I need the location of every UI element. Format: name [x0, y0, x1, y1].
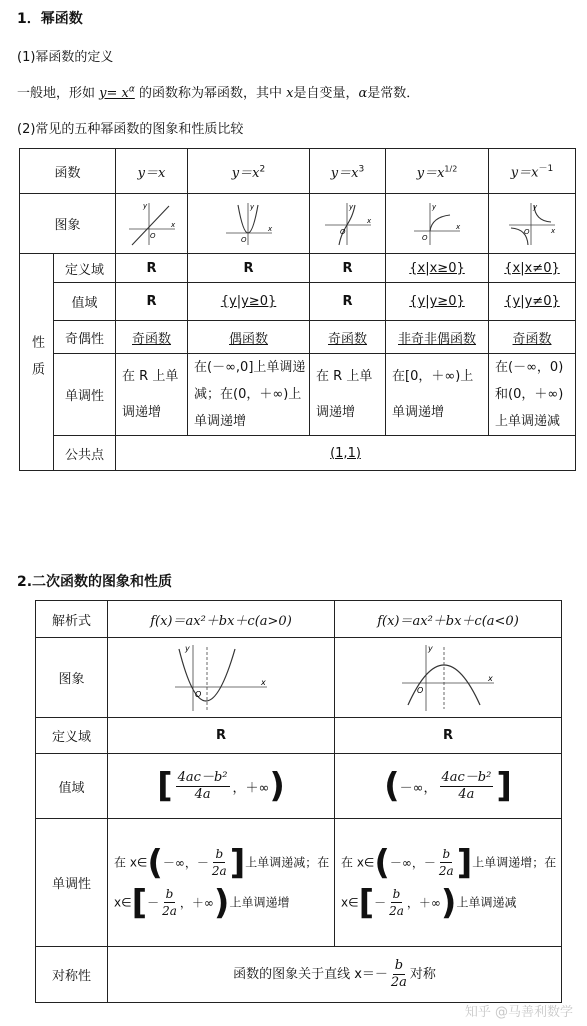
parity-label: 奇偶性 — [54, 321, 116, 354]
header-graph: 图象 — [20, 194, 116, 254]
svg-text:y: y — [249, 202, 254, 211]
func-x3: $y=x^3$ — [310, 149, 386, 194]
range-x2: {y|y≥0} — [188, 283, 310, 321]
range2-a-positive: [ $\frac{\text{4ac－b²}}{4a}$ ，＋∞ ) — [108, 754, 335, 819]
svg-text:x: x — [170, 220, 175, 229]
domain2-a-positive: R — [108, 718, 335, 754]
section1-title: 1．幂函数 — [17, 11, 83, 27]
expr-a-negative: f(x)＝ax²＋bx＋c(a<0) — [335, 601, 562, 638]
graph-upward-parabola — [108, 638, 335, 718]
graph-cube — [310, 194, 386, 254]
svg-text:x: x — [456, 222, 461, 231]
svg-text:x: x — [488, 673, 493, 683]
svg-text:y: y — [428, 643, 433, 653]
common-point-label: 公共点 — [54, 436, 116, 471]
expr-a-positive: f(x)＝ax²＋bx＋c(a>0) — [108, 601, 335, 638]
def-alpha: α — [358, 86, 368, 101]
graph-downward-parabola — [335, 638, 562, 718]
power-function-definition — [17, 82, 419, 101]
svg-text:x: x — [261, 677, 266, 687]
domain2-label: 定义域 — [36, 718, 108, 754]
parity-x2: 偶函数 — [188, 321, 310, 354]
header-function: 函数 — [20, 149, 116, 194]
mono-x2: 在(－∞,0]上单调递减；在(0，＋∞)上单调递增 — [188, 354, 310, 436]
common-point-value: (1,1) — [116, 436, 576, 471]
section1-subtitle-definition: (1)幂函数的定义 — [17, 50, 114, 65]
svg-text:y: y — [432, 202, 437, 211]
range-x3: R — [310, 283, 386, 321]
domain-x: R — [116, 254, 188, 283]
mono-inverse: 在(－∞，0)和(0，＋∞)上单调递减 — [489, 354, 576, 436]
def-var: x — [286, 86, 294, 101]
def-formula: $y= x^\alpha$ — [99, 84, 135, 101]
parity-x: 奇函数 — [116, 321, 188, 354]
svg-text:O: O — [195, 689, 202, 699]
def-end: 是常数． — [367, 86, 420, 101]
svg-text:x: x — [267, 224, 272, 233]
graph-inverse — [489, 194, 576, 254]
range-inverse: {y|y≠0} — [489, 283, 576, 321]
graph-square — [188, 194, 310, 254]
range-x: R — [116, 283, 188, 321]
def-prefix: 一般地，形如 — [17, 86, 96, 101]
symmetry-label: 对称性 — [36, 947, 108, 1003]
svg-text:y: y — [348, 202, 353, 211]
func-sqrt: $y=x^{1/2}$ — [386, 149, 489, 194]
mono2-a-positive: 在 x∈ ( －∞，－ $\frac{b}{2a}$ ] 上单调递减；在 x∈ [ － $\frac{b}{2a}$ ，＋∞ ) 上单调递增 — [108, 819, 335, 947]
range-label: 值域 — [54, 283, 116, 321]
domain-sqrt: {x|x≥0} — [386, 254, 489, 283]
section2-title: 2.二次函数的图象和性质 — [17, 574, 173, 590]
svg-text:y: y — [533, 202, 538, 211]
quadratic-table — [35, 600, 562, 1003]
func-x: y＝x — [116, 149, 188, 194]
func-x2: $y=x^2$ — [188, 149, 310, 194]
domain-x3: R — [310, 254, 386, 283]
range-sqrt: {y|y≥0} — [386, 283, 489, 321]
svg-text:O: O — [524, 227, 530, 236]
range2-a-negative: ( －∞， $\frac{\text{4ac－b²}}{4a}$ ] — [335, 754, 562, 819]
mono2-label: 单调性 — [36, 819, 108, 947]
svg-text:O: O — [417, 685, 424, 695]
power-function-table — [19, 148, 576, 471]
svg-text:y: y — [185, 643, 190, 653]
svg-text:O: O — [422, 233, 428, 242]
mono2-a-negative: 在 x∈ ( －∞，－ $\frac{b}{2a}$ ] 上单调递增；在 x∈ [ － $\frac{b}{2a}$ ，＋∞ ) 上单调递减 — [335, 819, 562, 947]
def-suffix: 的函数称为幂函数，其中 — [138, 86, 282, 101]
properties-label: 性质 — [20, 254, 54, 471]
section1-subtitle-compare: (2)常见的五种幂函数的图象和性质比较 — [17, 122, 244, 137]
graph-linear — [116, 194, 188, 254]
symmetry-value: 函数的图象关于直线 x＝－ $\frac{b}{2a}$ 对称 — [108, 947, 562, 1003]
svg-text:x: x — [551, 226, 556, 235]
graph-label: 图象 — [36, 638, 108, 718]
parity-inverse: 奇函数 — [489, 321, 576, 354]
graph-sqrt — [386, 194, 489, 254]
expr-label: 解析式 — [36, 601, 108, 638]
watermark: 知乎 @马善利数学 — [464, 1005, 573, 1020]
svg-text:x: x — [366, 216, 371, 225]
mono-x3: 在 R 上单调递增 — [310, 354, 386, 436]
mono-x: 在 R 上单调递增 — [116, 354, 188, 436]
svg-text:y: y — [142, 201, 147, 210]
range2-label: 值域 — [36, 754, 108, 819]
parity-x3: 奇函数 — [310, 321, 386, 354]
domain-inverse: {x|x≠0} — [489, 254, 576, 283]
mono-sqrt: 在[0，＋∞)上单调递增 — [386, 354, 489, 436]
svg-text:O: O — [240, 235, 247, 244]
parity-sqrt: 非奇非偶函数 — [386, 321, 489, 354]
func-inverse: $y=x^{-1}$ — [489, 149, 576, 194]
monotonicity-label: 单调性 — [54, 354, 116, 436]
def-mid: 是自变量， — [293, 86, 359, 101]
domain2-a-negative: R — [335, 718, 562, 754]
svg-text:O: O — [149, 231, 156, 240]
svg-text:O: O — [339, 227, 346, 236]
domain-x2: R — [188, 254, 310, 283]
domain-label: 定义域 — [54, 254, 116, 283]
